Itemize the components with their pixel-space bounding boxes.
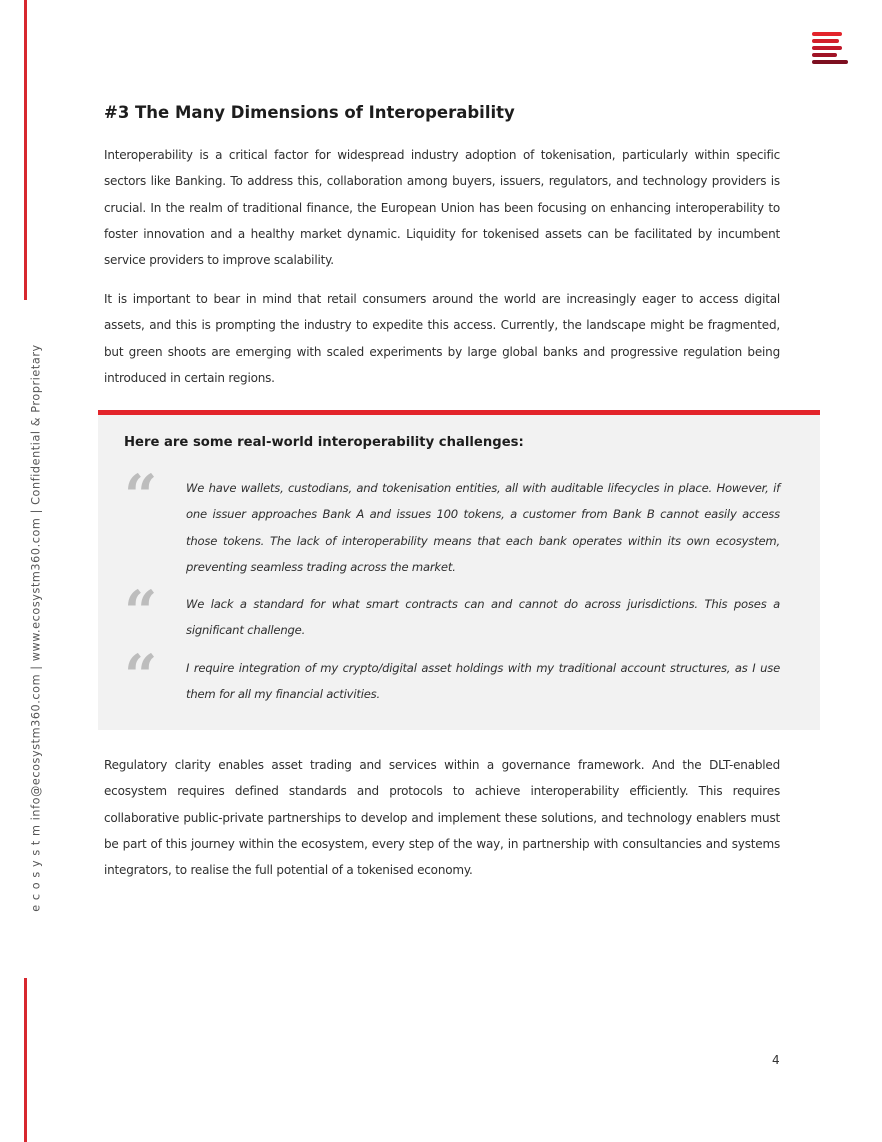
sidebar-accent-line-top: [24, 0, 27, 300]
callout-title: Here are some real-world interoperability challenges:: [124, 435, 524, 450]
quote-mark-icon: “: [124, 642, 158, 710]
quote-mark-icon: “: [124, 462, 158, 530]
challenges-callout: [98, 410, 820, 730]
ecosystm-logo-icon: [812, 32, 848, 66]
sidebar-contact-text: e c o s y s t m info@ecosystm360.com | www.ecosystm360.com | Confidential & Proprietary: [29, 344, 43, 912]
quote-text: We lack a standard for what smart contracts can and cannot do across jurisdictions. This poses a significant challenge.: [186, 597, 780, 638]
quote-text: We have wallets, custodians, and tokenisation entities, all with auditable lifecycles in place. However, if one issuer approaches Bank A and issues 100 tokens, a customer from Bank B cannot easily access those tokens. The lack of interoperability means that each bank operates within its own ecosystem, preventing seamless trading across the market.: [186, 481, 780, 574]
quote-text: I require integration of my crypto/digital asset holdings with my traditional account structures, as I use them for all my financial activities.: [186, 661, 780, 702]
body-paragraph: It is important to bear in mind that retail consumers around the world are increasingly eager to access digital assets, and this is prompting the industry to expedite this access. Currently, the landscape might be fragmented, but green shoots are emerging with scaled experiments by large global banks and progressive regulation being introduced in certain regions.: [104, 292, 780, 385]
closing-paragraph: Regulatory clarity enables asset trading and services within a governance framework. And the DLT-enabled ecosystem requires defined standards and protocols to achieve interoperability efficiently. This requires collaborative public-private partnerships to develop and implement these solutions, and technology enablers must be part of this journey within the ecosystem, every step of the way, in partnership with consultancies and systems integrators, to realise the full potential of a tokenised economy.: [104, 758, 780, 878]
page-number: 4: [772, 1053, 780, 1067]
quote-mark-icon: “: [124, 578, 158, 646]
body-paragraph: Interoperability is a critical factor for widespread industry adoption of tokenisation, particularly within specific sectors like Banking. To address this, collaboration among buyers, issuers, regulators, and technology providers is crucial. In the realm of traditional finance, the European Union has been focusing on enhancing interoperability to foster innovation and a healthy market dynamic. Liquidity for tokenised assets can be facilitated by incumbent service providers to improve scalability.: [104, 148, 780, 268]
section-title: #3 The Many Dimensions of Interoperability: [104, 103, 515, 122]
sidebar-accent-line-bottom: [24, 978, 27, 1142]
